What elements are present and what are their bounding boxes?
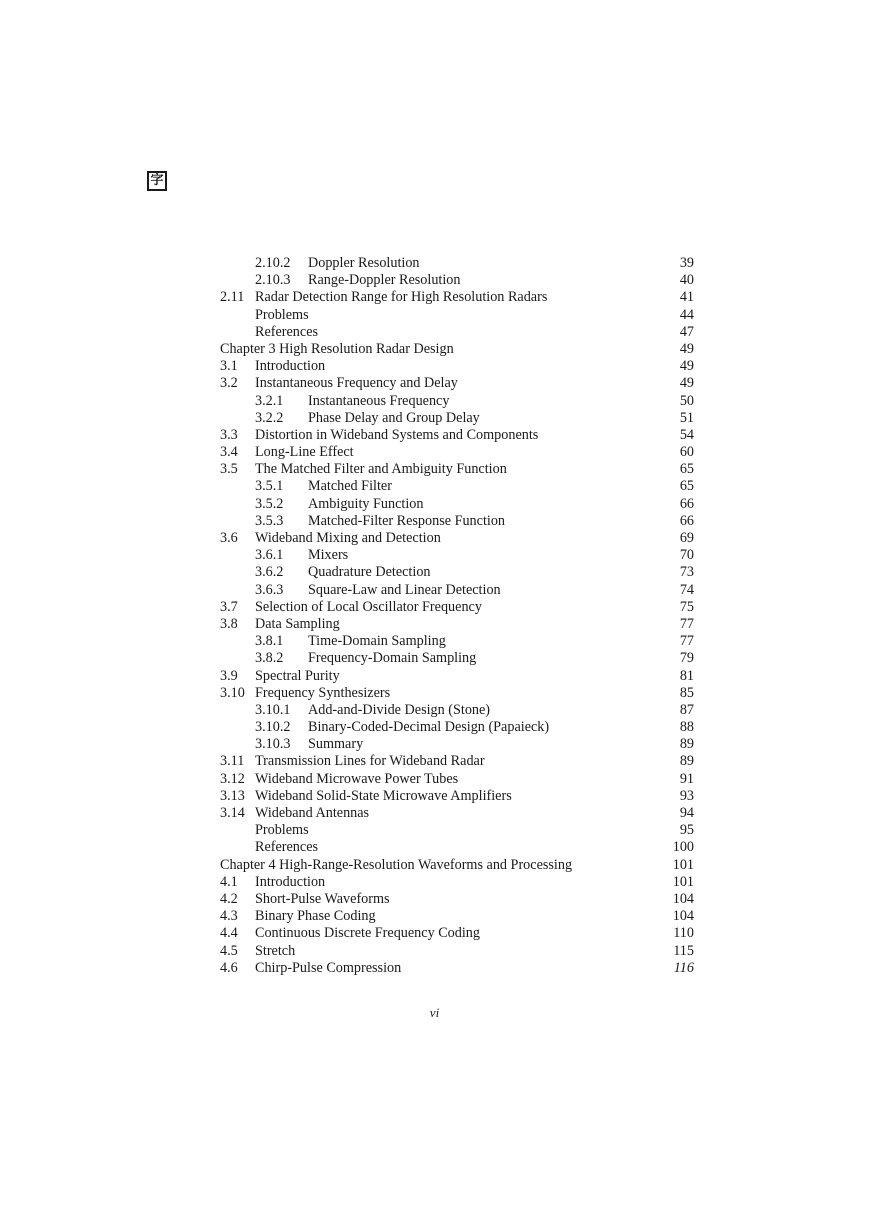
- toc-section-number: 4.6: [220, 959, 238, 976]
- toc-section-number: 3.4: [220, 444, 238, 461]
- toc-chapter-entry: [0, 857, 869, 874]
- toc-entry: [0, 393, 869, 410]
- toc-entry: [0, 753, 869, 770]
- toc-section-number: 3.5: [220, 461, 238, 478]
- toc-title: Summary: [308, 736, 364, 753]
- toc-page-number: 101: [672, 873, 694, 890]
- toc-entry: [0, 616, 869, 633]
- toc-entry: [0, 324, 869, 341]
- toc-title: Chirp-Pulse Compression: [255, 959, 402, 976]
- toc-entry: [0, 410, 869, 427]
- toc-title: Problems: [255, 822, 309, 839]
- toc-page-number: 49: [679, 375, 694, 392]
- toc-section-number: 4.5: [220, 942, 238, 959]
- toc-title: Doppler Resolution: [308, 255, 420, 271]
- toc-page-number: 60: [679, 444, 694, 461]
- toc-title: Binary-Coded-Decimal Design (Papaieck): [308, 719, 550, 736]
- toc-page-number: 89: [679, 753, 694, 770]
- toc-entry: [0, 496, 869, 513]
- toc-entry: [0, 788, 869, 805]
- toc-page-number: 116: [673, 959, 694, 976]
- toc-section-number: 2.10.2: [255, 255, 291, 271]
- toc-section-number: 3.2: [220, 375, 238, 392]
- toc-section-number: 3.8.2: [255, 650, 284, 667]
- toc-page-number: 40: [679, 272, 694, 289]
- toc-section-number: 2.11: [220, 289, 245, 306]
- toc-entry: [0, 461, 869, 478]
- toc-title: Quadrature Detection: [308, 564, 431, 581]
- toc-entry: [0, 444, 869, 461]
- toc-page-number: 94: [679, 805, 694, 821]
- toc-title: Ambiguity Function: [308, 495, 424, 512]
- toc-title: Introduction: [255, 358, 326, 375]
- toc-page-number: 49: [679, 358, 694, 375]
- toc-title: Mixers: [308, 547, 349, 564]
- toc-page-number: 81: [679, 667, 694, 684]
- toc-entry: [0, 960, 869, 977]
- toc-title: Selection of Local Oscillator Frequency: [255, 598, 482, 615]
- toc-title: Matched-Filter Response Function: [308, 512, 506, 529]
- toc-entry: [0, 513, 869, 530]
- toc-title: Range-Doppler Resolution: [308, 272, 461, 289]
- toc-title: Problems: [255, 306, 309, 323]
- toc-chapter-entry: [0, 341, 869, 358]
- toc-entry: [0, 702, 869, 719]
- toc-title: Chapter 4 High-Range-Resolution Waveforms and Processing: [220, 856, 573, 873]
- toc-page-number: 100: [672, 839, 694, 856]
- toc-title: Instantaneous Frequency: [308, 392, 450, 409]
- toc-page-number: 77: [679, 633, 694, 650]
- toc-page-number: 41: [679, 289, 694, 306]
- page-number: vi: [429, 1005, 440, 1020]
- toc-page-number: 65: [679, 478, 694, 495]
- toc-entry: [0, 564, 869, 581]
- toc-section-number: 3.10.2: [255, 719, 291, 736]
- toc-section-number: 3.2.2: [255, 409, 284, 426]
- toc-title: Chapter 3 High Resolution Radar Design: [220, 340, 454, 357]
- toc-page-number: 91: [679, 770, 694, 787]
- toc-section-number: 3.12: [220, 770, 245, 787]
- toc-entry: [0, 358, 869, 375]
- toc-section-number: 3.5.3: [255, 512, 284, 529]
- toc-entry: [0, 427, 869, 444]
- library-stamp-icon: 字: [147, 171, 167, 191]
- toc-page-number: 44: [679, 306, 694, 323]
- toc-page-number: 49: [679, 340, 694, 357]
- toc-section-number: 4.1: [220, 873, 238, 890]
- toc-entry: [0, 805, 869, 822]
- toc-entry: [0, 839, 869, 856]
- toc-title: Transmission Lines for Wideband Radar: [255, 753, 485, 770]
- toc-title: Instantaneous Frequency and Delay: [255, 375, 458, 392]
- toc-page-number: 87: [679, 701, 694, 718]
- toc-page-number: 69: [679, 530, 694, 546]
- toc-section-number: 3.8: [220, 615, 238, 632]
- toc-page-number: 66: [679, 495, 694, 512]
- toc-title: Long-Line Effect: [255, 444, 354, 461]
- toc-page-number: 66: [679, 512, 694, 529]
- toc-page-number: 89: [679, 736, 694, 753]
- toc-section-number: 3.5.2: [255, 495, 284, 512]
- toc-title: References: [255, 839, 319, 856]
- toc-section-number: 3.9: [220, 667, 238, 684]
- toc-page-number: 74: [679, 581, 694, 598]
- toc-title: Introduction: [255, 873, 326, 890]
- toc-title: The Matched Filter and Ambiguity Function: [255, 461, 507, 478]
- toc-entry: [0, 736, 869, 753]
- toc-section-number: 2.10.3: [255, 272, 291, 289]
- toc-section-number: 3.14: [220, 805, 245, 821]
- toc-entry: [0, 719, 869, 736]
- toc-page-number: 65: [679, 461, 694, 478]
- toc-entry: [0, 874, 869, 891]
- toc-title: Wideband Solid-State Microwave Amplifiers: [255, 787, 512, 804]
- toc-section-number: 3.6.3: [255, 581, 284, 598]
- toc-title: Phase Delay and Group Delay: [308, 409, 480, 426]
- toc-title: Add-and-Divide Design (Stone): [308, 701, 491, 718]
- toc-title: Matched Filter: [308, 478, 392, 495]
- toc-section-number: 3.2.1: [255, 392, 284, 409]
- toc-section-number: 4.3: [220, 908, 238, 925]
- toc-entry: [0, 771, 869, 788]
- toc-section-number: 3.13: [220, 787, 245, 804]
- toc-title: Binary Phase Coding: [255, 908, 376, 925]
- toc-title: Wideband Antennas: [255, 805, 370, 821]
- toc-page-number: 85: [679, 684, 694, 701]
- toc-page-number: 110: [673, 925, 694, 942]
- toc-title: Time-Domain Sampling: [308, 633, 446, 650]
- toc-title: Radar Detection Range for High Resolution Radars: [255, 289, 548, 306]
- toc-page-number: 79: [679, 650, 694, 667]
- toc-page-number: 47: [679, 323, 694, 340]
- toc-section-number: 3.10.3: [255, 736, 291, 753]
- table-of-contents: [0, 255, 869, 977]
- toc-entry: [0, 289, 869, 306]
- toc-section-number: 3.8.1: [255, 633, 284, 650]
- toc-entry: [0, 530, 869, 547]
- toc-page-number: 95: [679, 822, 694, 839]
- toc-title: Stretch: [255, 942, 296, 959]
- toc-section-number: 3.7: [220, 598, 238, 615]
- toc-title: Square-Law and Linear Detection: [308, 581, 501, 598]
- toc-title: Continuous Discrete Frequency Coding: [255, 925, 480, 942]
- toc-entry: [0, 478, 869, 495]
- toc-page-number: 50: [679, 392, 694, 409]
- toc-entry: [0, 685, 869, 702]
- toc-section-number: 3.10.1: [255, 701, 291, 718]
- toc-entry: [0, 822, 869, 839]
- toc-entry: [0, 650, 869, 667]
- toc-entry: [0, 582, 869, 599]
- toc-page-number: 77: [679, 615, 694, 632]
- toc-page-number: 54: [679, 426, 694, 443]
- toc-section-number: 3.10: [220, 684, 245, 701]
- toc-title: Frequency-Domain Sampling: [308, 650, 477, 667]
- toc-entry: [0, 891, 869, 908]
- toc-page-number: 88: [679, 719, 694, 736]
- toc-entry: [0, 908, 869, 925]
- toc-page-number: 75: [679, 598, 694, 615]
- toc-section-number: 3.5.1: [255, 478, 284, 495]
- toc-entry: [0, 255, 869, 272]
- toc-entry: [0, 633, 869, 650]
- toc-entry: [0, 272, 869, 289]
- toc-section-number: 4.2: [220, 890, 238, 907]
- toc-entry: [0, 599, 869, 616]
- toc-entry: [0, 943, 869, 960]
- toc-page-number: 70: [679, 547, 694, 564]
- toc-page-number: 39: [679, 255, 694, 271]
- toc-page-number: 104: [672, 890, 694, 907]
- toc-page-number: 51: [679, 409, 694, 426]
- toc-entry: [0, 547, 869, 564]
- toc-page-number: 115: [673, 942, 694, 959]
- toc-title: Wideband Microwave Power Tubes: [255, 770, 459, 787]
- toc-entry: [0, 307, 869, 324]
- toc-entry: [0, 668, 869, 685]
- toc-title: References: [255, 323, 319, 340]
- toc-section-number: 3.1: [220, 358, 238, 375]
- toc-title: Distortion in Wideband Systems and Components: [255, 426, 539, 443]
- toc-page-number: 93: [679, 787, 694, 804]
- toc-entry: [0, 375, 869, 392]
- toc-section-number: 3.11: [220, 753, 245, 770]
- toc-page-number: 101: [672, 856, 694, 873]
- toc-section-number: 3.6.1: [255, 547, 284, 564]
- toc-title: Data Sampling: [255, 615, 340, 632]
- toc-section-number: 4.4: [220, 925, 238, 942]
- toc-section-number: 3.3: [220, 426, 238, 443]
- toc-section-number: 3.6.2: [255, 564, 284, 581]
- toc-page-number: 104: [672, 908, 694, 925]
- toc-title: Spectral Purity: [255, 667, 340, 684]
- toc-entry: [0, 925, 869, 942]
- toc-section-number: 3.6: [220, 530, 238, 546]
- toc-title: Short-Pulse Waveforms: [255, 890, 390, 907]
- toc-title: Wideband Mixing and Detection: [255, 530, 441, 546]
- toc-page-number: 73: [679, 564, 694, 581]
- toc-title: Frequency Synthesizers: [255, 684, 391, 701]
